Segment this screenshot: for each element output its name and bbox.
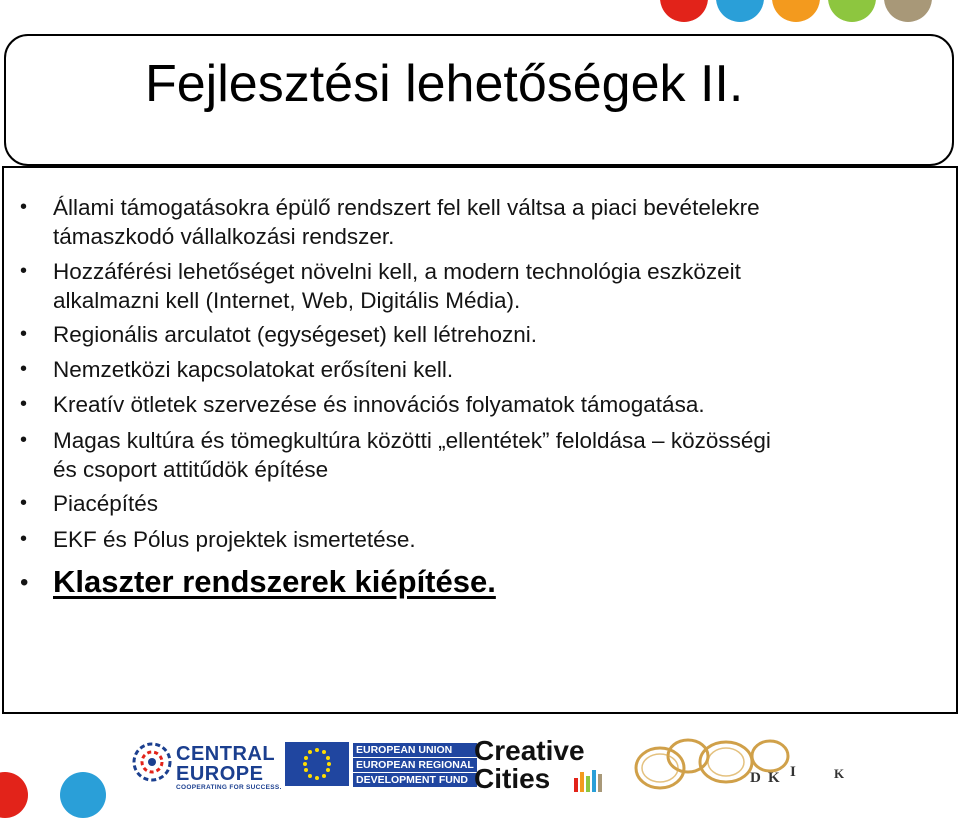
bullet-text: Piacépítés	[53, 491, 159, 516]
bars-icon	[574, 768, 604, 792]
bullet-text: Hozzáférési lehetőséget növelni kell, a modern technológia eszközeit	[53, 259, 741, 284]
eu-flag-icon	[285, 742, 349, 786]
bullet-text: Kreatív ötletek szervezése és innovációs folyamatok támogatása.	[53, 392, 705, 417]
bullet-marker: •	[20, 196, 28, 218]
taupe-circle-decoration	[884, 0, 932, 22]
bullet-marker: •	[20, 429, 28, 451]
blue-circle-decoration-bottom	[60, 772, 106, 818]
bullet-marker: •	[20, 323, 28, 345]
bullet-text: Nemzetközi kapcsolatokat erősíteni kell.	[53, 357, 454, 382]
bullet-text: Regionális arculatot (egységeset) kell létrehozni.	[53, 322, 538, 347]
bullet-marker: •	[20, 492, 28, 514]
pdk-logo	[630, 734, 820, 794]
bullet-text: Magas kultúra és tömegkultúra közötti „ellentétek” feloldása – közösségi	[53, 428, 771, 453]
pdk-letter-i: I	[790, 764, 796, 780]
orange-circle-decoration	[772, 0, 820, 22]
bullet-text-emphasized: Klaszter rendszerek kiépítése.	[53, 564, 496, 599]
pdk-letter-k: K	[768, 770, 780, 786]
eu-text-block	[353, 743, 477, 788]
blue-circle-decoration	[716, 0, 764, 22]
central-europe-line1: CENTRAL	[176, 743, 276, 765]
pdk-extra-letter: K	[834, 766, 845, 781]
green-circle-decoration	[828, 0, 876, 22]
red-circle-decoration	[660, 0, 708, 22]
creative-cities-line1: Creative	[474, 735, 585, 766]
bullet-text: EKF és Pólus projektek ismertetése.	[53, 527, 416, 552]
bullet-text: Állami támogatásokra épülő rendszert fel kell váltsa a piaci bevételekre	[53, 195, 760, 220]
bullet-marker: •	[20, 358, 28, 380]
logo-strip	[0, 728, 960, 799]
bullet-text: alkalmazni kell (Internet, Web, Digitális Média).	[53, 288, 521, 313]
eu-erdf-logo	[285, 742, 474, 788]
bullet-marker: •	[20, 528, 28, 550]
eu-line2: EUROPEAN REGIONAL	[353, 758, 477, 772]
central-europe-logo	[132, 738, 282, 794]
eu-line3: DEVELOPMENT FUND	[353, 773, 477, 787]
bullet-text: és csoport attitűdök építése	[53, 457, 329, 482]
slide-title: Fejlesztési lehetőségek II.	[145, 55, 744, 113]
bullet-marker: •	[20, 393, 28, 415]
bullet-marker: •	[20, 569, 29, 596]
bullet-text: támaszkodó vállalkozási rendszer.	[53, 224, 395, 249]
creative-cities-logo	[474, 736, 604, 794]
creative-cities-line2: Cities	[474, 763, 551, 794]
central-europe-line2: EUROPE	[176, 763, 264, 785]
central-europe-name	[176, 744, 275, 784]
bullet-marker: •	[20, 260, 28, 282]
eu-line1: EUROPEAN UNION	[353, 743, 477, 757]
central-europe-tagline: COOPERATING FOR SUCCESS.	[176, 784, 282, 791]
central-europe-emblem-icon	[132, 742, 172, 782]
pdk-letter-d: D	[750, 770, 761, 786]
